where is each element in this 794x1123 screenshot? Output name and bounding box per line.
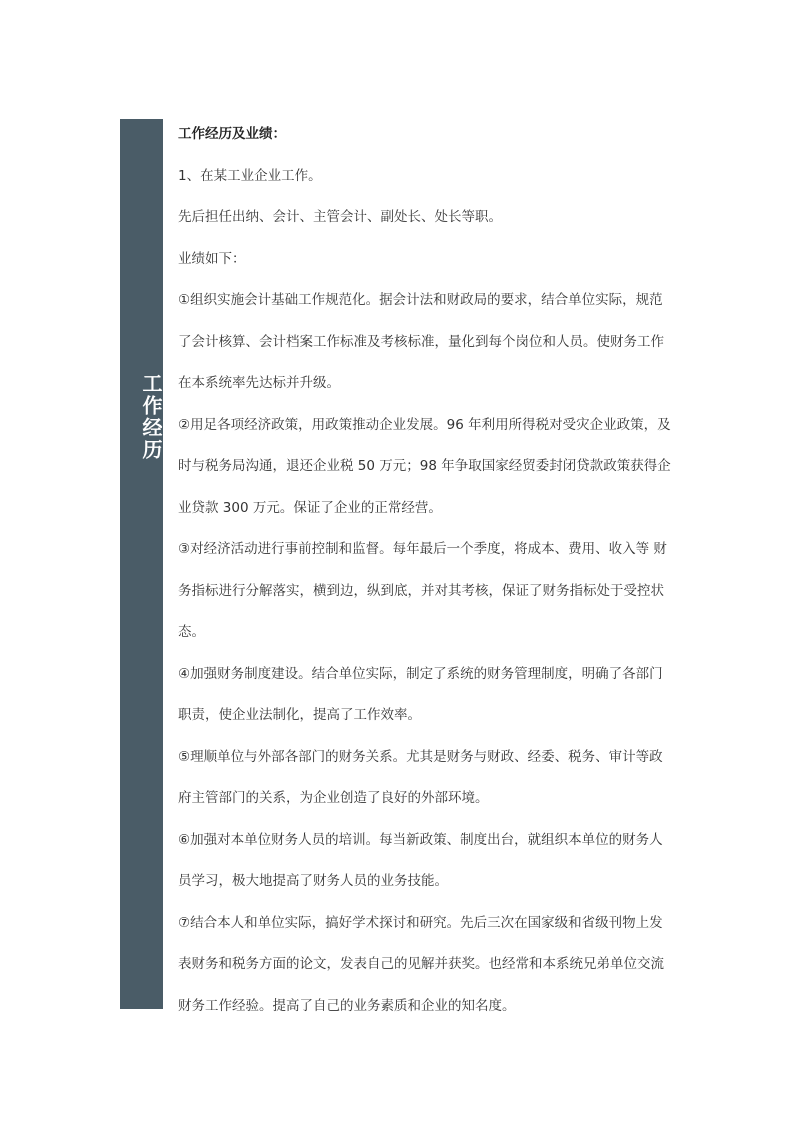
achievement-item-4 — [178, 654, 710, 737]
achievement-item-1 — [178, 280, 710, 405]
intro-line-1: 1、在某工业企业工作。 — [178, 167, 322, 184]
intro-line-2: 先后担任出纳、会计、主管会计、副处长、处长等职。 — [178, 209, 502, 225]
achievement-item-6 — [178, 820, 710, 903]
item-line: ④加强财务制度建设。结合单位实际，制定了系统的财务管理制度，明确了各部门 — [178, 665, 663, 682]
item-line: 了会计核算、会计档案工作标准及考核标准，量化到每个岗位和人员。使财务工作 — [178, 333, 664, 350]
item-line: ⑥加强对本单位财务人员的培训。每当新政策、制度出台，就组织本单位的财务人 — [178, 831, 663, 848]
work-experience-content — [178, 114, 710, 1027]
item-line: ①组织实施会计基础工作规范化。据会计法和财政局的要求，结合单位实际，规范 — [178, 292, 663, 308]
item-line: 府主管部门的关系，为企业创造了良好的外部环境。 — [178, 790, 489, 806]
section-title-vertical: 工作经历 — [139, 373, 163, 461]
item-line: 务指标进行分解落实，横到边，纵到底，并对其考核，保证了财务指标处于受控状 — [178, 582, 664, 599]
item-line: 在本系统率先达标并升级。 — [178, 375, 340, 391]
item-line: 员学习，极大地提高了财务人员的业务技能。 — [178, 873, 448, 889]
item-line: 表财务和税务方面的论文，发表自己的见解并获奖。也经常和本系统兄弟单位交流 — [178, 956, 664, 972]
intro-line-3: 业绩如下： — [178, 250, 246, 267]
item-line: 财务工作经验。提高了自己的业务素质和企业的知名度。 — [178, 997, 516, 1014]
item-line: ③对经济活动进行事前控制和监督。每年最后一个季度，将成本、费用、收入等 财 — [178, 541, 667, 557]
item-line: ⑤理顺单位与外部各部门的财务关系。尤其是财务与财政、经委、税务、审计等政 — [178, 748, 663, 765]
item-line: 态。 — [178, 624, 205, 640]
achievement-item-5 — [178, 737, 710, 820]
item-line: ⑦结合本人和单位实际，搞好学术探讨和研究。先后三次在国家级和省级刊物上发 — [178, 914, 663, 931]
achievement-item-7 — [178, 903, 710, 1028]
achievement-item-3 — [178, 529, 710, 654]
item-line: ②用足各项经济政策，用政策推动企业发展。96 年利用所得税对受灾企业政策，及 — [178, 416, 671, 433]
item-line: 职责，使企业法制化，提高了工作效率。 — [178, 707, 421, 723]
section-heading: 工作经历及业绩： — [178, 126, 286, 142]
section-sidebar — [120, 119, 163, 1009]
item-line: 业贷款 300 万元。保证了企业的正常经营。 — [178, 499, 442, 516]
achievement-item-2 — [178, 405, 710, 530]
item-line: 时与税务局沟通，退还企业税 50 万元；98 年争取国家经贸委封闭贷款政策获得企 — [178, 458, 671, 474]
